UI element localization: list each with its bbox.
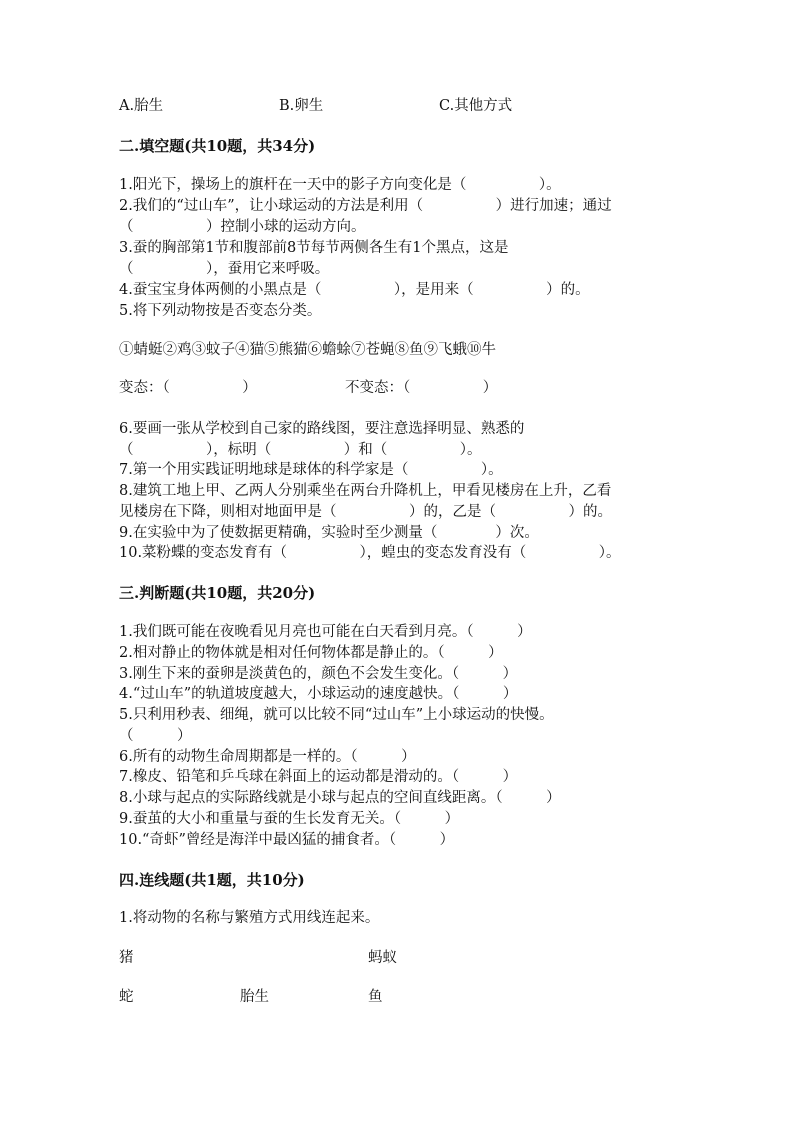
option-c: C.其他方式	[439, 98, 513, 114]
tf-q5-line2: （ ）	[119, 728, 192, 744]
tf-q6: 6.所有的动物生命周期都是一样的。（ ）	[119, 749, 416, 765]
option-a: A.胎生	[119, 98, 164, 114]
match-item-ant: 蚂蚁	[368, 950, 397, 966]
fill-q4: 4.蚕宝宝身体两侧的小黑点是（ ），是用来（ ）的。	[119, 282, 590, 298]
fill-q5: 5.将下列动物按是否变态分类。	[119, 303, 322, 319]
animal-list: ①蜻蜓②鸡③蚊子④猫⑤熊猫⑥蟾蜍⑦苍蝇⑧鱼⑨飞蛾⑩牛	[119, 342, 496, 358]
tf-q5-line1: 5.只利用秒表、细绳，就可以比较不同“过山车”上小球运动的快慢。	[119, 707, 554, 723]
no-metamorphosis-blank: 不变态：（ ）	[345, 380, 498, 396]
section-heading-true-false: 三.判断题(共10题，共20分)	[119, 584, 316, 602]
tf-q2: 2.相对静止的物体就是相对任何物体都是静止的。（ ）	[119, 645, 503, 661]
tf-q3: 3.刚生下来的蚕卵是淡黄色的，颜色不会发生变化。（ ）	[119, 666, 518, 682]
tf-q4: 4.“过山车”的轨道坡度越大，小球运动的速度越快。（ ）	[119, 686, 518, 702]
fill-q8-line2: 见楼房在下降，则相对地面甲是（ ）的，乙是（ ）的。	[119, 504, 612, 520]
fill-q6-line2: （ ），标明（ ）和（ ）。	[119, 442, 482, 458]
tf-q9: 9.蚕茧的大小和重量与蚕的生长发育无关。（ ）	[119, 811, 460, 827]
fill-q2-line2: （ ）控制小球的运动方向。	[119, 219, 366, 235]
metamorphosis-blank: 变态：（ ）	[119, 380, 257, 396]
match-item-fish: 鱼	[368, 989, 383, 1005]
fill-q3-line2: （ ），蚕用它来呼吸。	[119, 261, 330, 277]
fill-q7: 7.第一个用实践证明地球是球体的科学家是（ ）。	[119, 462, 503, 478]
tf-q8: 8.小球与起点的实际路线就是小球与起点的空间直线距离。（ ）	[119, 790, 561, 806]
tf-q10: 10.“奇虾”曾经是海洋中最凶猛的捕食者。（ ）	[119, 832, 455, 848]
fill-q8-line1: 8.建筑工地上甲、乙两人分别乘坐在两台升降机上，甲看见楼房在上升，乙看	[119, 483, 612, 499]
fill-q9: 9.在实验中为了使数据更精确，实验时至少测量（ ）次。	[119, 525, 539, 541]
match-q1: 1.将动物的名称与繁殖方式用线连起来。	[119, 910, 380, 926]
fill-q1: 1.阳光下，操场上的旗杆在一天中的影子方向变化是（ ）。	[119, 177, 561, 193]
match-item-viviparous: 胎生	[240, 989, 269, 1005]
option-b: B.卵生	[279, 98, 324, 114]
fill-q3-line1: 3.蚕的胸部第1节和腹部前8节每节两侧各生有1个黑点，这是	[119, 240, 509, 256]
fill-q2-line1: 2.我们的“过山车”，让小球运动的方法是利用（ ）进行加速；通过	[119, 198, 612, 214]
fill-q6-line1: 6.要画一张从学校到自己家的路线图，要注意选择明显、熟悉的	[119, 421, 525, 437]
section-heading-matching: 四.连线题(共1题，共10分)	[119, 871, 305, 889]
section-heading-fill-blank: 二.填空题(共10题，共34分)	[119, 137, 316, 155]
match-item-pig: 猪	[119, 950, 134, 966]
match-item-snake: 蛇	[119, 989, 134, 1005]
tf-q1: 1.我们既可能在夜晚看见月亮也可能在白天看到月亮。（ ）	[119, 624, 532, 640]
fill-q10: 10.菜粉蝶的变态发育有（ ），蝗虫的变态发育没有（ ）。	[119, 545, 621, 561]
tf-q7: 7.橡皮、铅笔和乒乓球在斜面上的运动都是滑动的。（ ）	[119, 769, 518, 785]
